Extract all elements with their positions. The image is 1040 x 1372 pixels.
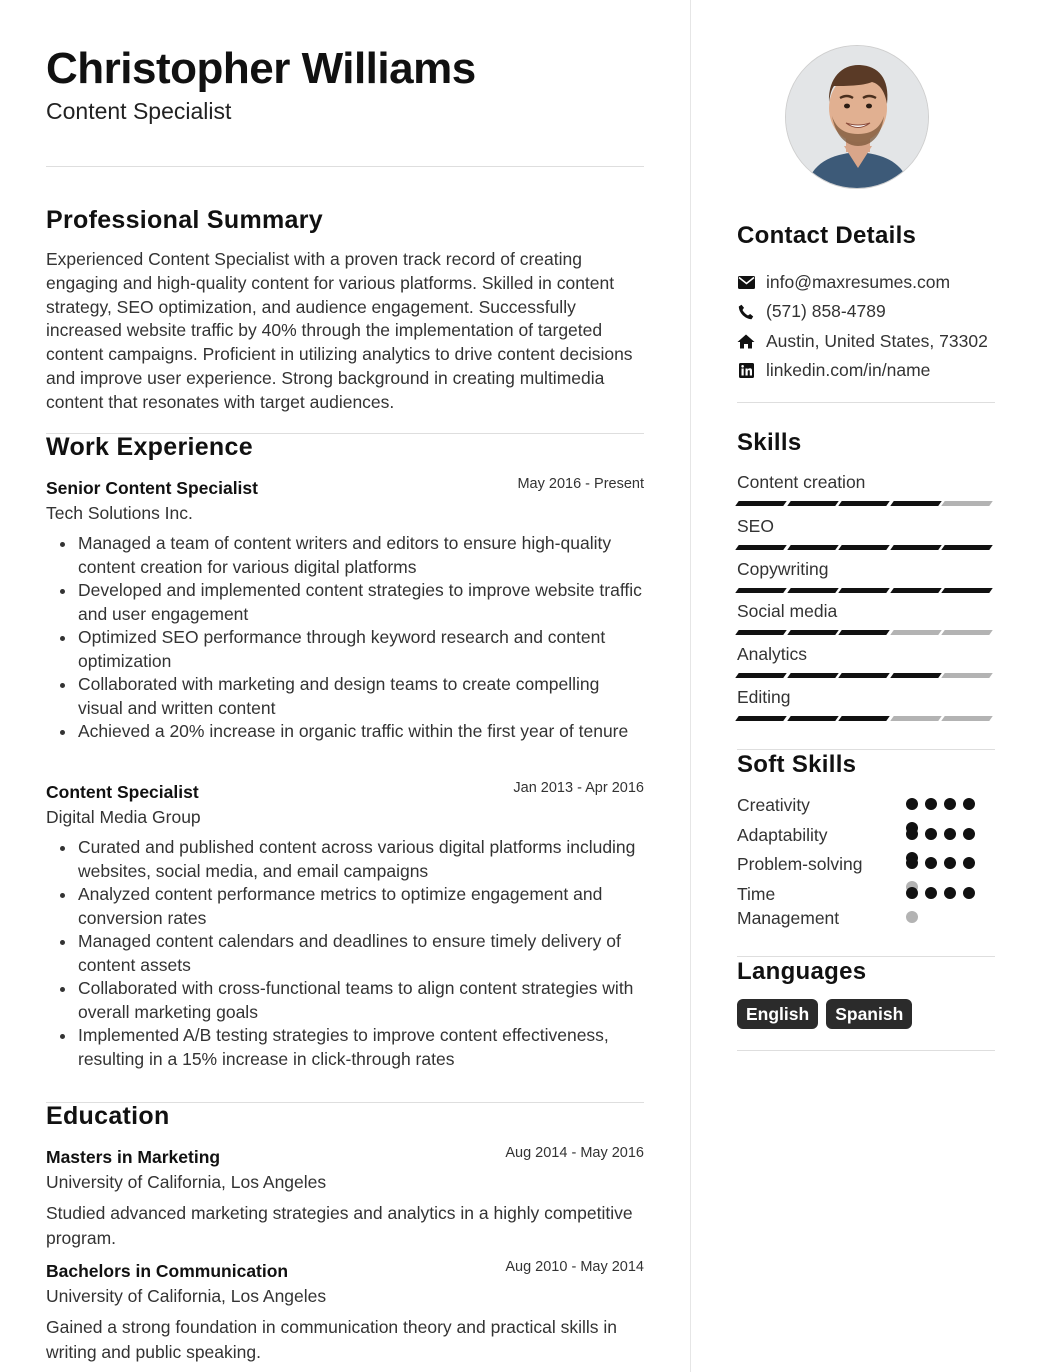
skill-level-segment (838, 716, 889, 721)
soft-skill-dot (925, 887, 937, 899)
job-entry (46, 782, 644, 1071)
skill-level-segment (787, 630, 838, 635)
contact-linkedin[interactable] (737, 356, 988, 385)
skill-level-segment (838, 545, 889, 550)
education-date: Aug 2014 - May 2016 (505, 1145, 644, 1161)
education-entry (46, 1261, 644, 1365)
soft-skill-dot (906, 911, 918, 923)
skill-level-segment (941, 588, 992, 593)
contact-heading: Contact Details (737, 222, 917, 249)
soft-skill-dot (944, 857, 956, 869)
soft-skill-dot (963, 828, 975, 840)
soft-skills-heading: Soft Skills (737, 751, 857, 778)
job-date: May 2016 - Present (517, 476, 644, 492)
language-pill-spanish: Spanish (826, 999, 912, 1029)
job-company: Digital Media Group (46, 807, 201, 827)
soft-skill-label-line: Time (737, 884, 776, 904)
skills-divider (737, 749, 995, 750)
contact-divider (737, 402, 995, 403)
job-bullet: Managed a team of content writers and editors to ensure high-quality content creation for various digital platforms (46, 532, 644, 579)
soft-skill-dot (944, 828, 956, 840)
education-heading: Education (46, 1102, 170, 1130)
contact-address-text: Austin, United States, 73302 (766, 330, 988, 351)
skill-level-segment (890, 673, 941, 678)
person-portrait-icon (786, 46, 929, 189)
skill-label: Social media (737, 601, 838, 621)
candidate-title: Content Specialist (46, 98, 232, 124)
job-bullets (46, 836, 644, 1071)
soft-skill-label (737, 882, 839, 930)
skill-level-segment (735, 630, 786, 635)
skill-level-bar (737, 673, 995, 678)
contact-phone[interactable] (737, 297, 988, 326)
skill-level-bar (737, 716, 995, 721)
job-bullet: Developed and implemented content strategies to improve website traffic and user engagement (46, 579, 644, 626)
soft-skill-dot (963, 857, 975, 869)
contact-email[interactable] (737, 268, 988, 297)
contact-email-text: info@maxresumes.com (766, 272, 951, 293)
job-bullets (46, 532, 644, 744)
education-description: Gained a strong foundation in communication theory and practical skills in writing and public speaking. (46, 1317, 618, 1362)
soft-skill-dot (944, 798, 956, 810)
skill-label: Editing (737, 687, 791, 707)
languages-divider (737, 1050, 995, 1051)
envelope-icon (737, 274, 755, 292)
soft-skill-dot (963, 887, 975, 899)
skill-item (737, 686, 995, 721)
job-bullet: Implemented A/B testing strategies to improve content effectiveness, resulting in a 15% increase in click-through rates (46, 1024, 644, 1071)
skill-level-segment (941, 630, 992, 635)
skill-level-segment (838, 673, 889, 678)
skill-level-bar (737, 630, 995, 635)
skill-label: Analytics (737, 644, 808, 664)
job-bullet: Managed content calendars and deadlines to ensure timely delivery of content assets (46, 930, 644, 977)
profile-photo (785, 45, 929, 189)
skill-level-segment (787, 545, 838, 550)
skill-level-segment (890, 630, 941, 635)
skill-level-bar (737, 545, 995, 550)
skill-level-segment (941, 673, 992, 678)
skill-level-segment (941, 716, 992, 721)
contact-list (737, 268, 988, 385)
job-bullet: Achieved a 20% increase in organic traffic within the first year of tenure (46, 720, 644, 744)
soft-skill-dot (963, 798, 975, 810)
job-bullet: Collaborated with cross-functional teams to align content strategies with overall marketing goals (46, 977, 644, 1024)
job-bullet: Optimized SEO performance through keyword research and content optimization (46, 626, 644, 673)
language-pill-english: English (737, 999, 818, 1029)
job-title: Senior Content Specialist (46, 478, 258, 498)
skill-level-segment (735, 716, 786, 721)
job-date: Jan 2013 - Apr 2016 (513, 780, 644, 796)
experience-heading: Work Experience (46, 433, 253, 461)
languages-heading: Languages (737, 958, 867, 985)
school-name: University of California, Los Angeles (46, 1172, 327, 1192)
skill-level-segment (838, 588, 889, 593)
skill-level-bar (737, 588, 995, 593)
school-name: University of California, Los Angeles (46, 1286, 327, 1306)
summary-heading: Professional Summary (46, 206, 323, 234)
language-list (737, 999, 912, 1029)
soft-skill-dot (906, 828, 918, 840)
job-title: Content Specialist (46, 782, 199, 802)
skill-level-segment (735, 501, 786, 506)
skill-item (737, 600, 995, 635)
skill-level-segment (890, 501, 941, 506)
skill-item (737, 558, 995, 593)
linkedin-icon (737, 362, 755, 380)
skill-level-segment (890, 716, 941, 721)
skill-level-segment (890, 588, 941, 593)
soft-skill-label: Adaptability (737, 825, 828, 845)
soft-skill-dot (906, 857, 918, 869)
skills-heading: Skills (737, 429, 802, 456)
soft-skill-dot (944, 887, 956, 899)
contact-address (737, 327, 988, 356)
soft-skill-dot (925, 857, 937, 869)
skill-item (737, 515, 995, 550)
column-divider (690, 0, 691, 1372)
home-icon (737, 332, 755, 350)
skill-label: SEO (737, 516, 774, 536)
degree-title: Masters in Marketing (46, 1147, 221, 1167)
job-bullet: Collaborated with marketing and design teams to create compelling visual and written content (46, 673, 644, 720)
skill-level-segment (838, 630, 889, 635)
job-company: Tech Solutions Inc. (46, 503, 193, 523)
soft-skill-label: Problem-solving (737, 854, 863, 874)
skill-level-segment (890, 545, 941, 550)
skill-label: Content creation (737, 472, 866, 492)
education-entry (46, 1147, 644, 1251)
soft-skill-label: Creativity (737, 795, 810, 815)
header-divider (46, 166, 644, 167)
skill-level-segment (787, 501, 838, 506)
degree-title: Bachelors in Communication (46, 1261, 289, 1281)
contact-phone-text: (571) 858-4789 (766, 301, 886, 322)
soft-skill-label-line: Management (737, 908, 840, 928)
skill-level-segment (735, 545, 786, 550)
skill-level-segment (941, 545, 992, 550)
soft-skills-divider (737, 956, 995, 957)
skill-label: Copywriting (737, 559, 829, 579)
skill-level-bar (737, 501, 995, 506)
skill-item (737, 643, 995, 678)
contact-linkedin-text: linkedin.com/in/name (766, 360, 931, 381)
job-bullet: Analyzed content performance metrics to optimize engagement and conversion rates (46, 883, 644, 930)
skill-level-segment (838, 501, 889, 506)
skill-level-segment (735, 673, 786, 678)
phone-icon (737, 303, 755, 321)
skill-level-segment (787, 673, 838, 678)
skill-level-segment (787, 716, 838, 721)
skill-level-segment (787, 588, 838, 593)
soft-skill-dot (906, 798, 918, 810)
education-date: Aug 2010 - May 2014 (505, 1259, 644, 1275)
skill-level-segment (735, 588, 786, 593)
candidate-name: Christopher Williams (46, 44, 476, 93)
soft-skill-dots (906, 882, 976, 922)
soft-skill-dot (925, 798, 937, 810)
skill-item (737, 471, 995, 506)
soft-skill-dot (925, 828, 937, 840)
job-bullet: Curated and published content across various digital platforms including websites, social media, and email campaigns (46, 836, 644, 883)
job-entry (46, 478, 644, 744)
education-description: Studied advanced marketing strategies and analytics in a highly competitive program. (46, 1203, 633, 1248)
skill-level-segment (941, 501, 992, 506)
soft-skill-dot (906, 887, 918, 899)
summary-text: Experienced Content Specialist with a proven track record of creating engaging and high-quality content for various platforms. Skilled in content strategy, SEO optimization, and audience engagement. Successfully increased website traffic by 40% through the implementation of targeted content campaigns. Proficient in utilizing analytics to drive content decisions and improve user experience. Strong background in creating multimedia content that resonates with target audiences. (46, 249, 633, 412)
